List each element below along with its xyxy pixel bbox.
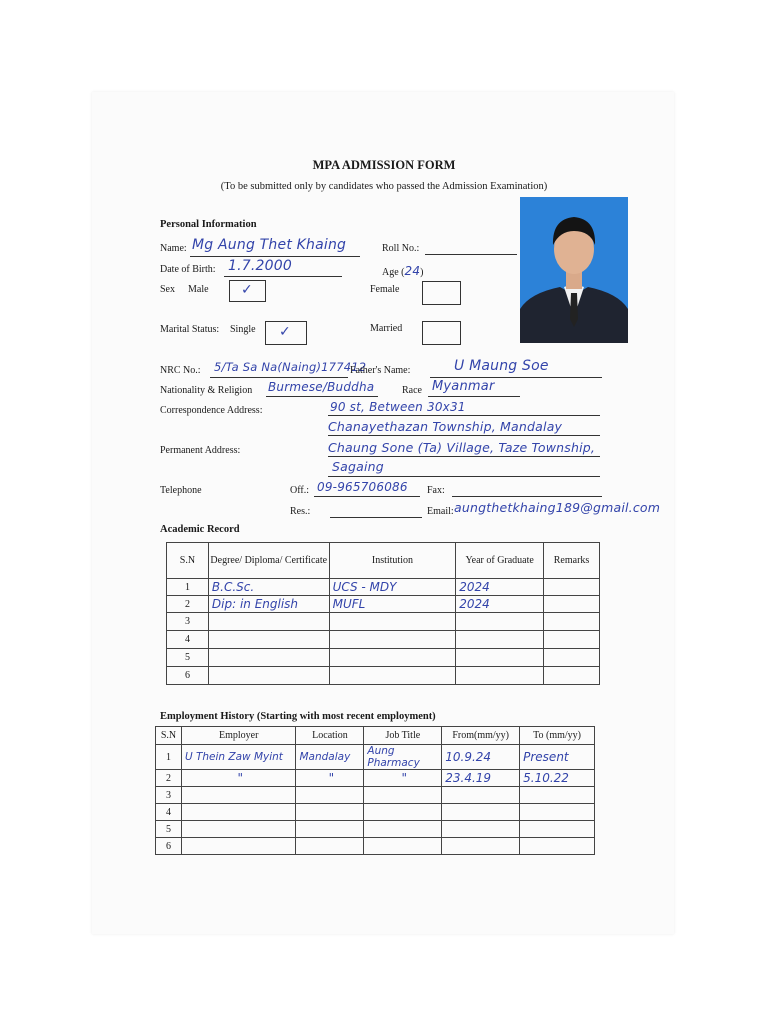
fax-field[interactable] <box>452 496 602 497</box>
correspondence-underline2 <box>328 435 600 436</box>
from-cell[interactable] <box>442 804 520 821</box>
age-value[interactable]: 24 <box>404 264 421 278</box>
from-cell[interactable] <box>442 838 520 855</box>
office-label: Off.: <box>290 485 309 496</box>
institution-cell[interactable] <box>329 649 456 667</box>
year-cell[interactable] <box>456 649 544 667</box>
from-cell[interactable]: 23.4.19 <box>442 770 520 787</box>
sn-cell: 3 <box>167 613 209 631</box>
year-cell[interactable]: 2024 <box>456 579 544 596</box>
academic-table <box>166 542 600 685</box>
academic-col-degree: Degree/ Diploma/ Certificate <box>208 543 329 579</box>
employer-cell[interactable] <box>181 787 296 804</box>
location-cell[interactable] <box>296 787 364 804</box>
marital-label: Marital Status: <box>160 324 220 335</box>
office-value[interactable]: 09-965706086 <box>317 480 408 494</box>
location-cell[interactable]: Mandalay <box>296 745 364 770</box>
sn-cell: 6 <box>156 838 182 855</box>
degree-cell[interactable] <box>208 667 329 685</box>
nationality-label: Nationality & Religion <box>160 385 253 396</box>
academic-col-year: Year of Graduate <box>456 543 544 579</box>
table-row <box>167 631 600 649</box>
table-row <box>156 770 595 787</box>
location-cell[interactable] <box>296 821 364 838</box>
academic-col-remarks: Remarks <box>544 543 600 579</box>
sn-cell: 2 <box>156 770 182 787</box>
personal-heading: Personal Information <box>160 219 257 230</box>
race-label: Race <box>402 385 422 396</box>
from-cell[interactable] <box>442 821 520 838</box>
nationality-underline <box>266 396 378 397</box>
correspondence-label: Correspondence Address: <box>160 405 263 416</box>
married-checkbox[interactable] <box>422 321 461 345</box>
remarks-cell[interactable] <box>544 631 600 649</box>
sn-cell: 5 <box>167 649 209 667</box>
permanent-line1[interactable]: Chaung Sone (Ta) Village, Taze Township, <box>328 440 596 455</box>
to-cell[interactable] <box>520 838 595 855</box>
residence-label: Res.: <box>290 506 311 517</box>
sn-cell: 4 <box>167 631 209 649</box>
year-cell[interactable]: 2024 <box>456 596 544 613</box>
correspondence-underline1 <box>328 415 600 416</box>
to-cell[interactable] <box>520 787 595 804</box>
table-row <box>167 649 600 667</box>
location-cell[interactable] <box>296 804 364 821</box>
email-value[interactable]: aungthetkhaing189@gmail.com <box>454 500 661 515</box>
telephone-label: Telephone <box>160 485 202 496</box>
correspondence-line2[interactable]: Chanayethazan Township, Mandalay <box>328 419 563 434</box>
applicant-photo <box>520 197 628 343</box>
father-label: Father's Name: <box>350 365 411 376</box>
name-underline <box>190 256 360 257</box>
sn-cell: 1 <box>167 579 209 596</box>
father-value[interactable]: U Maung Soe <box>454 358 549 374</box>
remarks-cell[interactable] <box>544 596 600 613</box>
remarks-cell[interactable] <box>544 667 600 685</box>
male-check-mark: ✓ <box>241 282 253 298</box>
from-cell[interactable]: 10.9.24 <box>442 745 520 770</box>
male-label: Male <box>188 284 209 295</box>
sn-cell: 2 <box>167 596 209 613</box>
dob-label: Date of Birth: <box>160 264 216 275</box>
degree-cell[interactable]: Dip: in English <box>208 596 329 613</box>
permanent-line2[interactable]: Sagaing <box>332 459 384 474</box>
sn-cell: 6 <box>167 667 209 685</box>
employment-col-job-title: Job Title <box>364 727 442 745</box>
name-label: Name: <box>160 243 187 254</box>
fax-label: Fax: <box>427 485 445 496</box>
table-row <box>167 613 600 631</box>
employer-cell[interactable]: " <box>181 770 296 787</box>
table-row <box>156 838 595 855</box>
table-row <box>167 596 600 613</box>
permanent-underline1 <box>328 456 600 457</box>
from-cell[interactable] <box>442 787 520 804</box>
form-subtitle: (To be submitted only by candidates who passed the Admission Examination) <box>220 181 548 192</box>
to-cell[interactable] <box>520 804 595 821</box>
location-cell[interactable] <box>296 838 364 855</box>
academic-col-institution: Institution <box>329 543 456 579</box>
correspondence-line1[interactable]: 90 st, Between 30x31 <box>330 400 466 414</box>
roll-label: Roll No.: <box>382 243 420 254</box>
to-cell[interactable]: Present <box>520 745 595 770</box>
remarks-cell[interactable] <box>544 613 600 631</box>
employer-cell[interactable] <box>181 838 296 855</box>
nrc-label: NRC No.: <box>160 365 201 376</box>
employer-cell[interactable] <box>181 821 296 838</box>
sn-cell: 5 <box>156 821 182 838</box>
job-title-cell[interactable] <box>364 804 442 821</box>
employer-cell[interactable]: U Thein Zaw Myint <box>181 745 296 770</box>
table-row <box>156 745 595 770</box>
table-row <box>167 667 600 685</box>
academic-heading: Academic Record <box>160 524 240 535</box>
table-row <box>156 804 595 821</box>
to-cell[interactable]: 5.10.22 <box>520 770 595 787</box>
nationality-value[interactable]: Burmese/Buddha <box>268 380 375 394</box>
female-checkbox[interactable] <box>422 281 461 305</box>
employment-heading: Employment History (Starting with most recent employment) <box>160 711 436 722</box>
permanent-underline2 <box>328 476 600 477</box>
degree-cell[interactable] <box>208 631 329 649</box>
age-close: ) <box>420 267 424 278</box>
academic-header-row <box>167 543 600 579</box>
institution-cell[interactable] <box>329 613 456 631</box>
location-cell[interactable]: " <box>296 770 364 787</box>
dob-value[interactable]: 1.7.2000 <box>228 258 292 274</box>
institution-cell[interactable]: MUFL <box>329 596 456 613</box>
job-title-cell[interactable]: " <box>364 770 442 787</box>
degree-cell[interactable] <box>208 613 329 631</box>
employment-table <box>155 726 595 855</box>
job-title-cell[interactable] <box>364 787 442 804</box>
name-value[interactable]: Mg Aung Thet Khaing <box>192 237 347 253</box>
employment-col-location: Location <box>296 727 364 745</box>
remarks-cell[interactable] <box>544 579 600 596</box>
single-label: Single <box>230 324 256 335</box>
degree-cell[interactable]: B.C.Sc. <box>208 579 329 596</box>
employment-col-from: From(mm/yy) <box>442 727 520 745</box>
female-label: Female <box>370 284 400 295</box>
year-cell[interactable] <box>456 613 544 631</box>
table-row <box>167 579 600 596</box>
email-label: Email: <box>427 506 454 517</box>
single-check-mark: ✓ <box>279 324 291 340</box>
residence-field[interactable] <box>330 517 422 518</box>
to-cell[interactable] <box>520 821 595 838</box>
job-title-cell[interactable] <box>364 821 442 838</box>
employer-cell[interactable] <box>181 804 296 821</box>
degree-cell[interactable] <box>208 649 329 667</box>
roll-field[interactable] <box>425 254 517 255</box>
male-checkbox[interactable] <box>229 280 266 302</box>
academic-col-sn: S.N <box>167 543 209 579</box>
race-underline <box>428 396 520 397</box>
permanent-label: Permanent Address: <box>160 445 241 456</box>
nrc-underline <box>210 377 348 378</box>
year-cell[interactable] <box>456 631 544 649</box>
institution-cell[interactable]: UCS - MDY <box>329 579 456 596</box>
age-label <box>382 264 424 278</box>
single-checkbox[interactable] <box>265 321 307 345</box>
remarks-cell[interactable] <box>544 649 600 667</box>
table-row <box>156 821 595 838</box>
sn-cell: 3 <box>156 787 182 804</box>
year-cell[interactable] <box>456 667 544 685</box>
race-value[interactable]: Myanmar <box>432 379 495 394</box>
job-title-cell[interactable] <box>364 838 442 855</box>
institution-cell[interactable] <box>329 631 456 649</box>
employment-col-to: To (mm/yy) <box>520 727 595 745</box>
employment-col-employer: Employer <box>181 727 296 745</box>
form-title: MPA ADMISSION FORM <box>312 158 456 172</box>
employment-header-row <box>156 727 595 745</box>
table-row <box>156 787 595 804</box>
father-underline <box>430 377 602 378</box>
sn-cell: 1 <box>156 745 182 770</box>
nrc-value[interactable]: 5/Ta Sa Na(Naing)177412 <box>214 360 367 374</box>
employment-col-sn: S.N <box>156 727 182 745</box>
office-underline <box>314 496 420 497</box>
dob-underline <box>224 276 342 277</box>
job-title-cell[interactable]: Aung Pharmacy <box>364 745 442 770</box>
sex-label: Sex <box>160 284 175 295</box>
age-label-text: Age ( <box>382 267 405 278</box>
sn-cell: 4 <box>156 804 182 821</box>
institution-cell[interactable] <box>329 667 456 685</box>
married-label: Married <box>370 323 403 334</box>
